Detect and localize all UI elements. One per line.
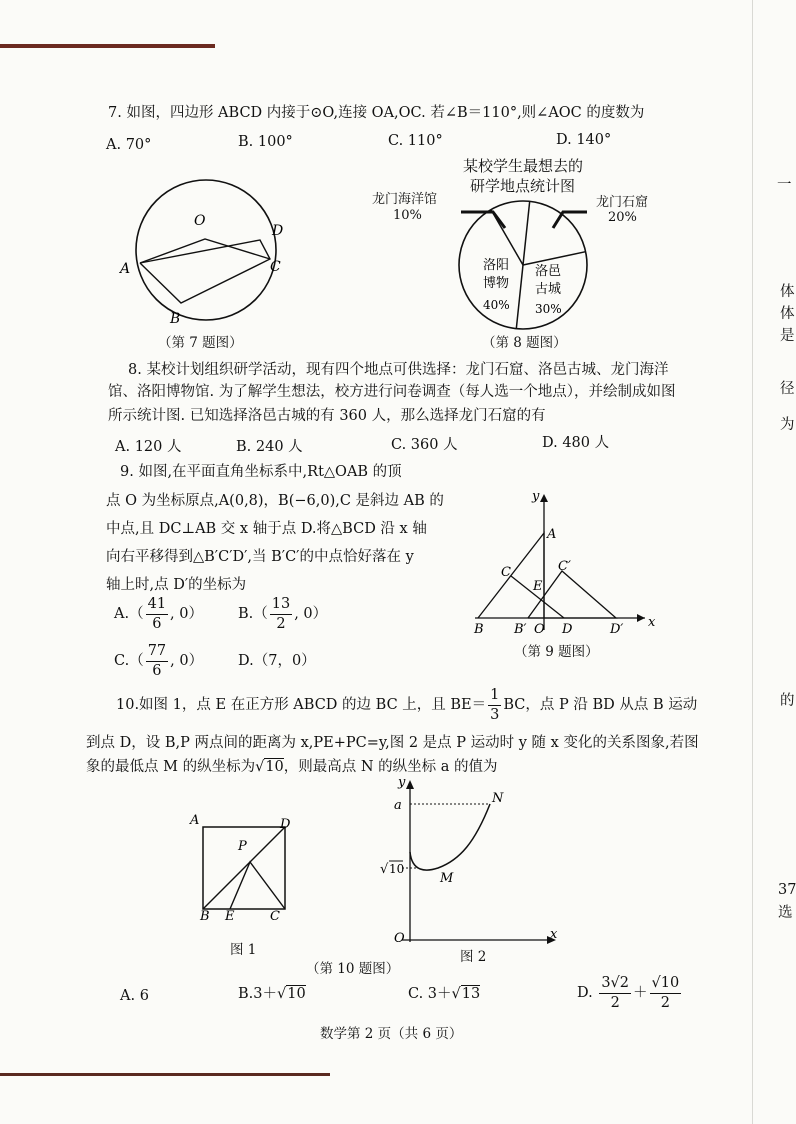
q7-label-b: B [170, 311, 181, 327]
pie-label-museum-4: 40% [483, 298, 510, 312]
q9-label-b: B [474, 622, 484, 637]
chart-label-ocean: 龙门海洋馆 [372, 192, 438, 207]
pie-slice-3 [516, 265, 523, 329]
q9-option-d: D.（7，0） [238, 653, 316, 669]
q10-line2: 到点 D，设 B,P 两点间的距离为 x,PE+PC=y,图 2 是点 P 运动时 y 随 x 变化的关系图象,若图 [86, 735, 699, 751]
q9-option-a: A.（ $\frac{41}{6}$ , 0） [114, 596, 203, 632]
q10-fig2-label-x: x [550, 927, 558, 942]
pie-slice-2 [523, 252, 586, 265]
q9-label-a: A [547, 527, 557, 542]
chart-label-grottoes: 龙门石窟 [596, 195, 649, 210]
chart-title-line1: 某校学生最想去的 [463, 157, 584, 175]
q9-label-y: y [532, 489, 540, 504]
q9-line2: 点 O 为坐标原点,A(0,8)，B(−6,0),C 是斜边 AB 的 [106, 493, 444, 509]
scan-edge-top [0, 44, 215, 48]
q7-stem: 7. 如图，四边形 ABCD 内接于⊙O,连接 OA,OC. 若∠B＝110°,则∠AOC 的度数为 [108, 105, 645, 121]
q10-option-a: A. 6 [120, 988, 149, 1004]
q9-label-b2: B′ [514, 622, 527, 637]
q10-fig1-label-a: A [190, 813, 200, 828]
q7-option-c: C. 110° [388, 133, 443, 149]
q9-label-e: E [533, 579, 543, 594]
q7-figure [110, 175, 310, 325]
q10-fig1-label-e: E [225, 909, 235, 924]
margin-char-3: 体 [780, 306, 795, 322]
q8-line1: 8. 某校计划组织研学活动，现有四个地点可供选择：龙门石窟、洛邑古城、龙门海洋 [128, 362, 669, 378]
q8-option-c: C. 360 人 [391, 437, 458, 453]
q10-fig2-label-y: y [398, 775, 406, 790]
q9-caption: （第 9 题图） [514, 644, 599, 660]
pie-label-museum-1: 洛阳 [483, 258, 510, 273]
q9-label-d2: D′ [610, 622, 624, 637]
q10-fig2-label-n: N [492, 791, 504, 806]
q9-label-x: x [648, 615, 656, 630]
q7-option-b: B. 100° [238, 134, 293, 150]
margin-char-8: 37 [778, 882, 796, 898]
pie-label-museum-2: 博物 [483, 276, 510, 291]
q10-figure2 [380, 772, 565, 952]
q10-option-d: D. $\frac{3√2}{2}$ ＋ $\frac{√10}{2}$ [577, 975, 680, 1011]
q10-fig2-label-a: a [394, 798, 402, 813]
margin-char-5: 径 [780, 381, 795, 397]
q8-line3: 所示统计图. 已知选择洛邑古城的有 360 人，那么选择龙门石窟的有 [108, 408, 546, 424]
q9-figure [470, 490, 670, 635]
chart-title-line2: 研学地点统计图 [470, 177, 576, 195]
q10-option-b: B.3＋√10 [238, 986, 306, 1002]
q10-figure1 [188, 812, 298, 922]
q7-label-a: A [120, 261, 131, 277]
margin-char-1: 一 [777, 177, 792, 193]
margin-char-7: 的 [780, 693, 795, 709]
q9-line1: 9. 如图,在平面直角坐标系中,Rt△OAB 的顶 [120, 464, 402, 480]
q9-label-c2: C′ [558, 559, 571, 574]
q10-fig2-label-sqrt10: 10 [389, 862, 405, 876]
q7-option-d: D. 140° [556, 132, 612, 148]
pie-label-oldtown-3: 30% [535, 302, 562, 316]
q9-option-b: B.（ $\frac{13}{2}$ , 0） [238, 596, 328, 632]
page-divider [752, 0, 753, 1124]
q7-option-a: A. 70° [106, 137, 152, 153]
q10-fig1-label-p: P [238, 839, 247, 854]
q10-option-c: C. 3＋√13 [408, 986, 481, 1002]
q10-fig2-label-sqrt-sign: √ [380, 862, 389, 877]
pie-leader-lines [455, 200, 595, 240]
q10-fig2-label-m: M [440, 871, 454, 886]
q9-label-c: C [501, 565, 511, 580]
q8-option-b: B. 240 人 [236, 439, 303, 455]
q8-option-d: D. 480 人 [542, 435, 610, 451]
q9-option-c: C.（ $\frac{77}{6}$ , 0） [114, 643, 204, 679]
q10-fig1-label-b: B [200, 909, 210, 924]
page-footer: 数学第 2 页（共 6 页） [320, 1026, 463, 1042]
margin-char-9: 选 [778, 905, 793, 921]
pie-label-oldtown-1: 洛邑 [535, 264, 562, 279]
q9-label-d: D [562, 622, 573, 637]
q9-label-o: O [534, 622, 545, 637]
q8-option-a: A. 120 人 [115, 439, 182, 455]
scan-edge-bottom [0, 1073, 330, 1076]
q10-line3: 象的最低点 M 的纵坐标为√10，则最高点 N 的纵坐标 a 的值为 [86, 759, 498, 775]
q8-line2: 馆、洛阳博物馆. 为了解学生想法，校方进行问卷调查（每人选一个地点），并绘制成如图 [108, 384, 676, 400]
margin-char-6: 为 [780, 417, 795, 433]
q10-line1: 10.如图 1，点 E 在正方形 ABCD 的边 BC 上，且 BE＝ $\frac{1}{3}$ BC，点 P 沿 BD 从点 B 运动 [116, 687, 698, 723]
q9-line3: 中点,且 DC⊥AB 交 x 轴于点 D.将△BCD 沿 x 轴 [106, 521, 427, 537]
q10-caption: （第 10 题图） [306, 961, 400, 977]
q10-fig1-caption: 图 1 [230, 942, 257, 958]
q9-line5: 轴上时,点 D′的坐标为 [106, 577, 247, 593]
chart-value-grottoes: 20% [608, 210, 637, 225]
q7-label-c: C [270, 259, 281, 275]
q10-fig2-label-o: O [394, 931, 405, 946]
margin-char-4: 是 [780, 328, 795, 344]
pie-label-oldtown-2: 古城 [535, 282, 562, 297]
q10-fig2-caption: 图 2 [460, 949, 487, 965]
q10-fig1-label-d: D [280, 817, 291, 832]
chart-value-ocean: 10% [393, 208, 422, 223]
q9-line4: 向右平移得到△B′C′D′,当 B′C′的中点恰好落在 y [106, 549, 414, 565]
q7-label-o: O [194, 213, 206, 229]
margin-char-2: 体 [780, 284, 795, 300]
q10-fig1-label-c: C [270, 909, 280, 924]
q8-caption: （第 8 题图） [482, 335, 567, 351]
q7-label-d: D [272, 223, 284, 239]
q7-caption: （第 7 题图） [158, 335, 243, 351]
